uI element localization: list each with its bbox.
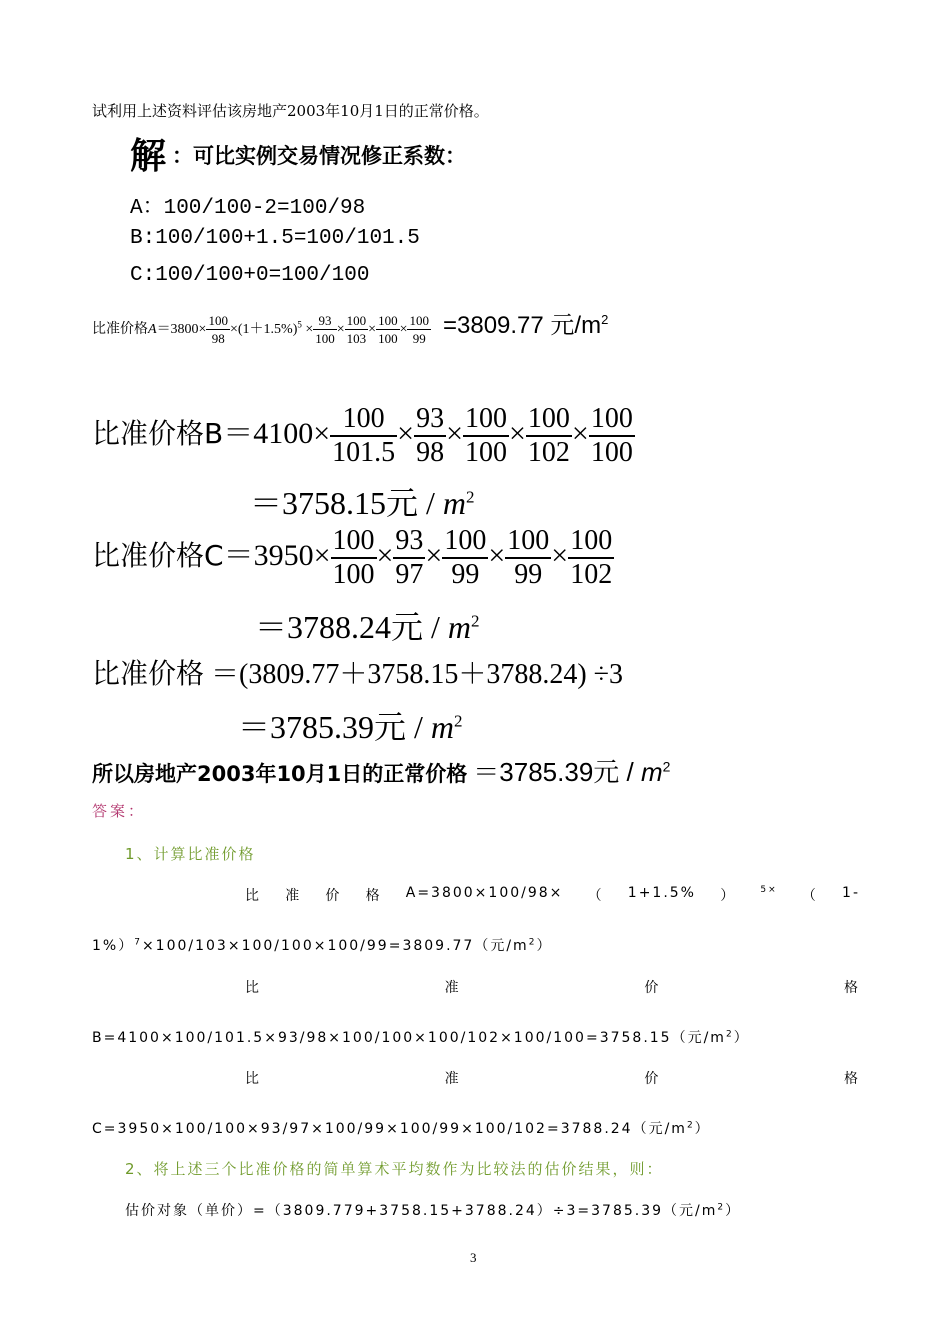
equation-a: 比准价格A＝3800× $\frac{100}{98}$ $\times(1+1.5\%)^5$ × $\frac{93}{100}$ × $\frac{100}{103}$ × $\frac{100}{100}$ × $\frac{100}{99}$ =3809.77 元$/m^2$ bbox=[92, 312, 609, 347]
eq-a-frac-2: $\frac{93}{100}$ bbox=[315, 313, 335, 347]
answer-step-1: 1、计算比准价格 bbox=[125, 845, 256, 863]
correction-c: C:100/100+0=100/100 bbox=[130, 264, 370, 287]
eq-a-exp: 5 bbox=[297, 319, 302, 330]
equation-average bbox=[92, 652, 623, 692]
eq-a-result: =3809.77 元$/m^2$ bbox=[442, 312, 609, 339]
eq-b-frac-3: $\frac{100}{100}$ bbox=[465, 403, 507, 468]
eq-b-result: ＝3758.15元 / $m^2$ bbox=[250, 484, 475, 522]
eq-a-lead: ＝3800× bbox=[156, 322, 207, 337]
eq-a-prefix: 比准价格 bbox=[92, 321, 148, 337]
equation-c: 比准价格C＝3950× $\frac{100}{100}$ × $\frac{93}{97}$ × $\frac{100}{99}$ × $\frac{100}{99}$ × $\frac{100}{102}$ bbox=[92, 525, 613, 590]
eq-b-label: 比准价格 bbox=[92, 416, 205, 450]
eq-a-mid: ×(1＋1.5%) bbox=[229, 322, 298, 337]
eq-c-lead: ＝3950× bbox=[223, 538, 331, 572]
eq-b-frac-2: $\frac{93}{98}$ bbox=[416, 403, 445, 468]
eq-a-frac-3: $\frac{100}{103}$ bbox=[346, 313, 367, 347]
eq-c-label: 比准价格 bbox=[92, 538, 205, 572]
conclusion-value: ＝3785.39元 / $m^2$ bbox=[473, 757, 671, 788]
eq-b-lead: ＝4100× bbox=[223, 416, 331, 450]
page-number: 3 bbox=[470, 1250, 477, 1265]
answer-b-line: B=4100×100/101.5×93/98×100/100×100/102×100/100=3758.15（元$/m^2$） bbox=[92, 1029, 750, 1046]
answer-step-2: 2、将上述三个比准价格的简单算术平均数作为比较法的估价结果，则： bbox=[125, 1160, 664, 1178]
answer-heading: 答案： bbox=[92, 802, 147, 820]
answer-a-line-1: 比 准 价 格 A=3800×100/98× （ 1+1.5% ） $^{5\times}$ （ 1- bbox=[245, 885, 860, 904]
correction-a: A：100/100-2=100/98 bbox=[130, 197, 366, 220]
solution-heading: ：可比实例交易情况修正系数： bbox=[172, 144, 466, 168]
eq-avg-result: ＝3785.39元 / $m^2$ bbox=[238, 708, 463, 746]
eq-avg-expr: ＝(3809.77＋3758.15＋3788.24) ÷3 bbox=[204, 659, 624, 690]
intro-text: 试利用上述资料评估该房地产2003年10月1日的正常价格。 bbox=[92, 102, 489, 120]
conclusion bbox=[92, 752, 670, 789]
answer-c-line: C=3950×100/100×93/97×100/99×100/99×100/102=3788.24（元$/m^2$） bbox=[92, 1120, 711, 1137]
eq-c-var: C bbox=[204, 538, 224, 572]
correction-b: B:100/100+1.5=100/101.5 bbox=[130, 227, 420, 250]
eq-b-var: B bbox=[204, 416, 224, 450]
eq-a-var: A bbox=[148, 322, 157, 337]
answer-c-label-line: 比 准 价 格 bbox=[245, 1071, 860, 1087]
answer-b-label-line: 比 准 价 格 bbox=[245, 980, 860, 996]
eq-c-result: ＝3788.24元 / $m^2$ bbox=[255, 608, 480, 646]
eq-avg-label: 比准价格 bbox=[92, 657, 205, 690]
eq-b-frac-4: $\frac{100}{102}$ bbox=[527, 403, 570, 468]
eq-b-frac-5: $\frac{100}{100}$ bbox=[590, 403, 633, 468]
eq-c-frac-1: $\frac{100}{100}$ bbox=[332, 525, 375, 590]
answer-a-line-2: 1%）$^7$×100/103×100/100×100/99=3809.77（元$/m^2$） bbox=[92, 937, 553, 954]
eq-c-frac-5: $\frac{100}{102}$ bbox=[570, 525, 613, 590]
eq-a-frac-1: $\frac{100}{98}$ bbox=[208, 313, 228, 347]
eq-a-frac-4: $\frac{100}{100}$ bbox=[378, 313, 398, 347]
answer-final: 估价对象（单价）=（3809.779+3758.15+3788.24）÷3=3785.39（元$/m^2$） bbox=[125, 1202, 742, 1219]
solution-label: 解 bbox=[130, 135, 167, 177]
eq-c-frac-2: $\frac{93}{97}$ bbox=[395, 525, 424, 590]
conclusion-text: 所以房地产2003年10月1日的正常价格 bbox=[92, 762, 468, 786]
eq-c-frac-4: $\frac{100}{99}$ bbox=[507, 525, 550, 590]
eq-b-frac-1: $\frac{100}{101.5}$ bbox=[332, 403, 396, 468]
equation-b: 比准价格B＝4100× $\frac{100}{101.5}$ × $\frac{93}{98}$ × $\frac{100}{100}$ × $\frac{100}{102}$ × $\frac{100}{100}$ bbox=[92, 403, 633, 468]
eq-c-frac-3: $\frac{100}{99}$ bbox=[444, 525, 487, 590]
eq-a-frac-5: $\frac{100}{99}$ bbox=[409, 313, 429, 347]
